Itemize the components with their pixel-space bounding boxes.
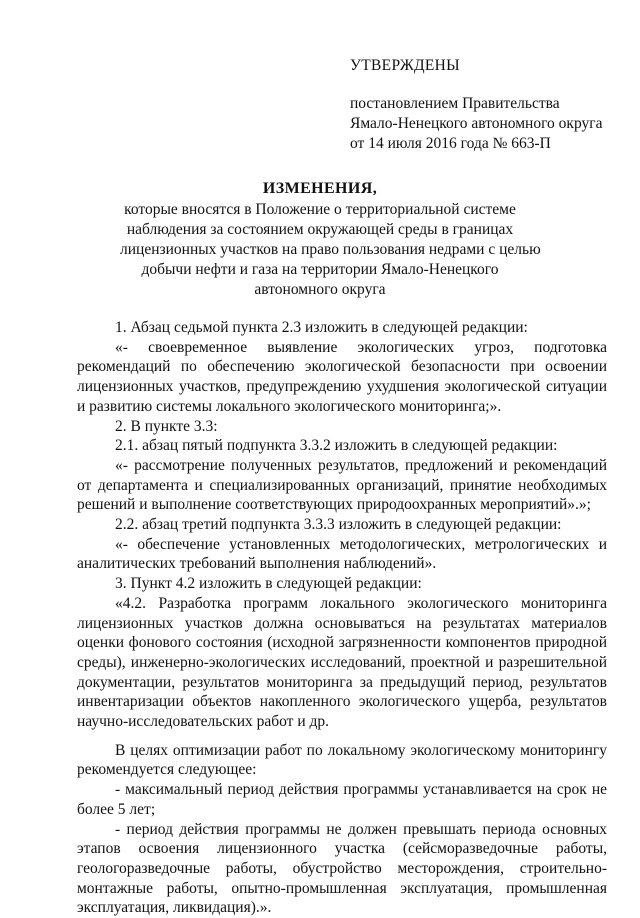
paragraph-item-2-2-text: «- обеспечение установленных методологических, метрологических и аналитических требований выполнения наблюдений». bbox=[77, 535, 607, 573]
approval-line-region: Ямало-Ненецкого автономного округа bbox=[350, 115, 603, 132]
paragraph-item-3: 3. Пункт 4.2 изложить в следующей редакции: bbox=[115, 575, 422, 593]
paragraph-item-1-text: «- своевременное выявление экологических угроз, подготовка рекомендаций по обеспечению экологической безопасности при освоении лицензионных участков, предупреждению ухудшения экологической ситуации и развитию системы локального экологического мониторинга;». bbox=[77, 338, 607, 415]
approval-line-date: от 14 июля 2016 года № 663-П bbox=[350, 135, 551, 152]
document-body bbox=[77, 318, 607, 918]
paragraph-item-4-2-text: «4.2. Разработка программ локального экологического мониторинга лицензионных участков должна основываться на результатах материалов оценки фонового состояния (исходной загрязненности компонентов природной среды), инженерно-экологических исследований, проектной и разрешительной документации, результатов мониторинга за предыдущий период, результатов инвентаризации объектов накопленного экологического ущерба, результатов научно-исследовательских работ и др. bbox=[77, 594, 607, 731]
heading-line: лицензионных участков на право пользования недрами с целью bbox=[120, 241, 541, 258]
paragraph-optimization: В целях оптимизации работ по локальному экологическому мониторингу рекомендуется следующее: bbox=[77, 741, 607, 779]
paragraph-item-2-1-text: «- рассмотрение полученных результатов, предложений и рекомендаций от департамента и специализированных организаций, принятие необходимых решений и выполнение соответствующих природоохранных мероприятий».»; bbox=[77, 456, 607, 514]
paragraph-item-2: 2. В пункте 3.3: bbox=[115, 417, 218, 435]
paragraph-item-2-2: 2.2. абзац третий подпункта 3.3.3 изложить в следующей редакции: bbox=[115, 516, 562, 534]
approval-stamp bbox=[350, 56, 610, 154]
paragraph-item-1: 1. Абзац седьмой пункта 2.3 изложить в следующей редакции: bbox=[115, 319, 528, 336]
heading-line: добычи нефти и газа на территории Ямало-Ненецкого bbox=[141, 261, 499, 278]
heading-line: автономного округа bbox=[254, 281, 386, 298]
approval-title: УТВЕРЖДЕНЫ bbox=[350, 57, 460, 74]
paragraph-item-2-1: 2.1. абзац пятый подпункта 3.3.2 изложить в следующей редакции: bbox=[115, 437, 558, 455]
paragraph-max-period: - максимальный период действия программы устанавливается на срок не более 5 лет; bbox=[77, 781, 607, 818]
document-heading bbox=[120, 178, 541, 300]
heading-title: ИЗМЕНЕНИЯ, bbox=[262, 180, 378, 197]
paragraph-period-stages: - период действия программы не должен превышать периода основных этапов освоения лицензионного участка (сейсморазведочные работы, геологоразведочные работы, обустройство месторождения, строительно-монтажные работы, опытно-промышленная эксплуатация, промышленная эксплуатация, ликвидация).». bbox=[77, 820, 607, 917]
approval-line-authority: постановлением Правительства bbox=[350, 95, 560, 112]
heading-line: которые вносятся в Положение о территориальной системе bbox=[124, 201, 516, 218]
heading-line: наблюдения за состоянием окружающей среды в границах bbox=[126, 221, 514, 238]
